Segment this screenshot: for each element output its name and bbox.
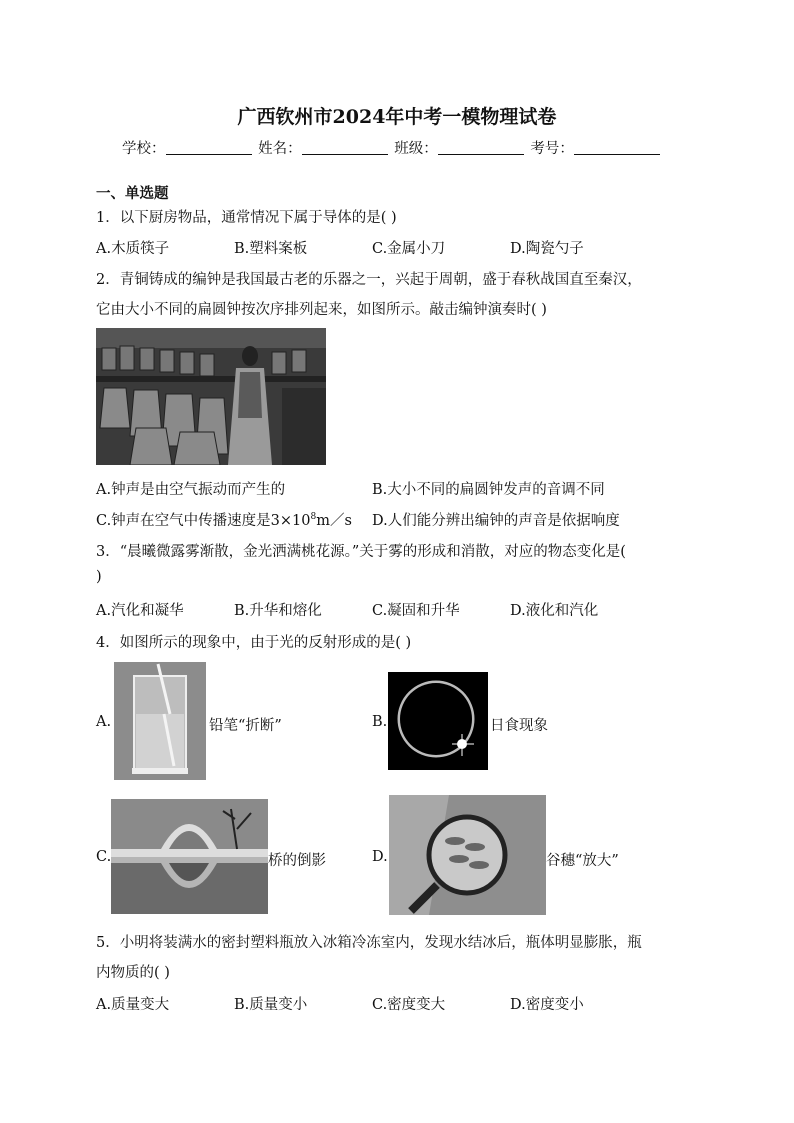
q3-option-c: C.凝固和升华 [372,603,460,619]
q4-option-a-letter: A. [96,714,112,730]
q5-stem-line1: 5．小明将装满水的密封塑料瓶放入冰箱冷冻室内，发现水结冰后，瓶体明显膨胀，瓶 [96,935,642,951]
page-title: 广西钦州市2024年中考一模物理试卷 [237,106,557,128]
q4-option-b-letter: B. [372,714,388,730]
magnifier-grain-photo [389,795,546,915]
q5-option-a: A.质量变大 [96,997,170,1013]
name-label: 姓名： [258,141,302,157]
name-blank[interactable] [302,140,388,155]
pencil-in-water-photo [114,662,206,780]
q4-option-c-caption: 桥的倒影 [268,853,326,869]
q4-option-d-letter: D. [372,849,388,865]
q1-stem: 1．以下厨房物品，通常情况下属于导体的是( ) [96,210,397,226]
q4-option-c-letter: C. [96,849,112,865]
solar-eclipse-photo [388,672,488,770]
q4-option-d-caption: 谷穗“放大” [546,853,619,869]
q2-option-c [96,509,352,530]
q4-stem: 4．如图所示的现象中，由于光的反射形成的是( ) [96,635,412,651]
class-label: 班级： [394,141,438,157]
q5-option-b: B.质量变小 [234,997,308,1013]
q2-option-c-unit: m／s [316,513,352,529]
q5-option-c: C.密度变大 [372,997,446,1013]
q2-option-a: A.钟声是由空气振动而产生的 [96,482,286,498]
q2-option-c-text: C.钟声在空气中传播速度是3×10 [96,513,311,529]
q2-stem-line1: 2．青铜铸成的编钟是我国最古老的乐器之一，兴起于周朝，盛于春秋战国直至秦汉， [96,272,642,288]
q4-option-b-caption: 日食现象 [490,718,548,734]
section-heading: 一、单选题 [96,185,169,202]
q1-option-a: A.木质筷子 [96,241,170,257]
q5-stem-line2: 内物质的( ) [96,965,170,981]
class-blank[interactable] [438,140,524,155]
number-blank[interactable] [574,140,660,155]
q3-option-a: A.汽化和凝华 [96,603,184,619]
bridge-reflection-photo [111,799,268,914]
q3-option-b: B.升华和熔化 [234,603,322,619]
q4-option-a-caption: 铅笔“折断” [209,718,282,734]
q1-option-c: C.金属小刀 [372,241,446,257]
q3-option-d: D.液化和汽化 [510,603,599,619]
number-label: 考号： [530,141,574,157]
q2-option-d: D.人们能分辨出编钟的声音是依据响度 [372,513,620,529]
q2-option-c-exponent: 8 [310,512,317,523]
q3-stem-line2: ) [96,569,102,585]
q3-stem-line1: 3．“晨曦微露雾渐散，金光洒满桃花源。”关于雾的形成和消散，对应的物态变化是( [96,544,626,560]
q1-option-d: D.陶瓷勺子 [510,241,584,257]
q2-stem-line2: 它由大小不同的扁圆钟按次序排列起来，如图所示。敲击编钟演奏时( ) [96,302,547,318]
school-label: 学校： [122,141,166,157]
school-blank[interactable] [166,140,252,155]
q1-option-b: B.塑料案板 [234,241,308,257]
student-info-line [122,137,662,158]
q5-option-d: D.密度变小 [510,997,584,1013]
bianzhong-photo [96,328,326,465]
q2-option-b: B.大小不同的扁圆钟发声的音调不同 [372,482,605,498]
